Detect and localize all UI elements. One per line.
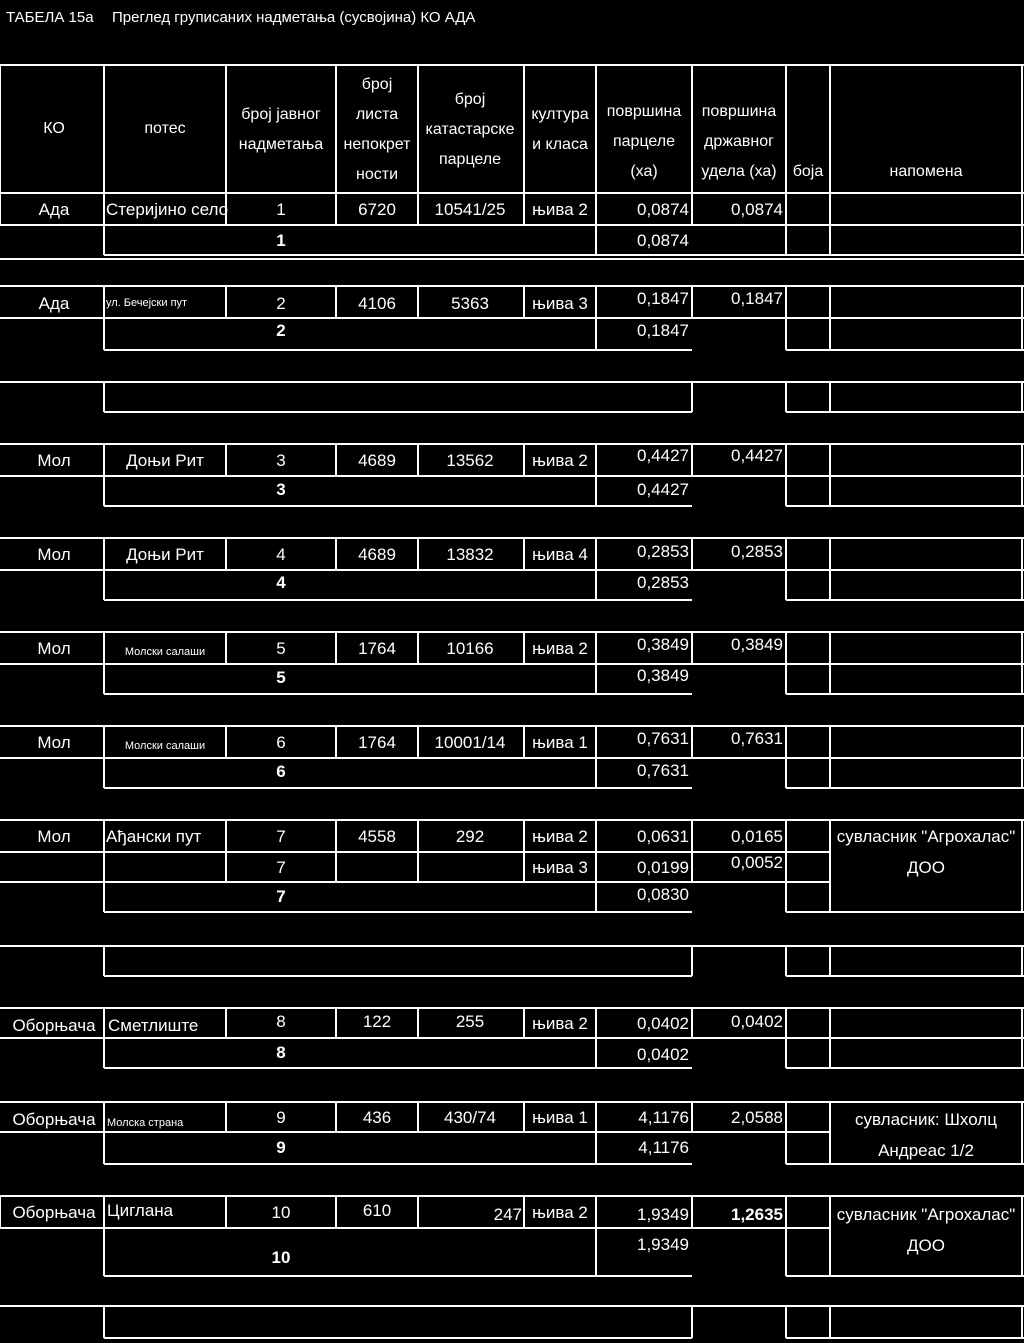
total-povrsina-cell: 0,4427: [637, 480, 689, 499]
broj-parcele-cell: 292: [455, 827, 485, 846]
drzavni-udeo-cell: 0,3849: [731, 635, 783, 654]
total-povrsina-cell: 1,9349: [637, 1235, 689, 1254]
ko-cell: Мол: [37, 733, 71, 752]
kultura-cell: њива 4: [532, 545, 588, 564]
broj-parcele-cell: 13562: [446, 451, 494, 470]
total-broj-cell: 7: [276, 887, 286, 906]
header-broj-lista-3: непокрет: [343, 136, 411, 153]
broj-javnog-cell: 10: [271, 1203, 291, 1222]
drzavni-udeo-cell: 2,0588: [731, 1108, 783, 1127]
broj-lista-cell: 1764: [358, 733, 396, 752]
total-povrsina-cell: 0,0830: [637, 885, 689, 904]
ko-cell: Мол: [37, 827, 71, 846]
povrsina-cell: 0,7631: [637, 729, 689, 748]
drzavni-udeo-cell: 0,1847: [731, 289, 783, 308]
broj-javnog-cell: 7: [276, 827, 286, 846]
povrsina-cell: 1,9349: [637, 1205, 689, 1224]
kultura-cell: њива 2: [532, 1203, 588, 1222]
napomena-cell: ДОО: [907, 858, 945, 877]
header-broj-parcele-2: катастарске: [425, 121, 515, 138]
total-povrsina-cell: 0,0874: [637, 231, 689, 250]
potes-cell: Молски салаши: [124, 740, 206, 752]
potes-cell: Ађански пут: [106, 827, 202, 846]
broj-lista-cell: 4689: [358, 545, 396, 564]
potes-cell: Сметлиште: [108, 1016, 199, 1035]
header-drzavni-3: удела (ха): [701, 163, 777, 180]
header-broj-javnog-1: број јавног: [241, 106, 321, 123]
header-drzavni-1: површина: [701, 103, 777, 120]
napomena-cell: сувласник "Агрохалас": [836, 827, 1016, 846]
povrsina-cell: 0,0402: [637, 1014, 689, 1033]
broj-parcele-cell: 10541/25: [434, 200, 506, 219]
header-povrsina-2: парцеле: [612, 133, 676, 150]
broj-lista-cell: 4558: [358, 827, 396, 846]
ko-cell: Мол: [37, 639, 71, 658]
potes-cell: Доњи Рит: [126, 545, 204, 564]
header-napomena: напомена: [889, 163, 963, 180]
ko-cell: Оборњача: [12, 1203, 96, 1222]
total-broj-cell: 10: [271, 1248, 291, 1267]
povrsina-cell: 0,0631: [637, 827, 689, 846]
broj-parcele-cell: 255: [455, 1012, 485, 1031]
napomena-cell: ДОО: [907, 1236, 945, 1255]
povrsina-cell: 0,4427: [637, 446, 689, 465]
kultura-cell: њива 2: [532, 451, 588, 470]
broj-lista-cell: 4106: [358, 294, 396, 313]
drzavni-udeo-cell: 0,4427: [731, 446, 783, 465]
broj-javnog-cell: 3: [276, 451, 286, 470]
broj-javnog-cell: 7: [276, 858, 286, 877]
total-povrsina-cell: 0,1847: [637, 321, 689, 340]
ko-cell: Мол: [37, 451, 71, 470]
drzavni-udeo-cell: 1,2635: [731, 1205, 783, 1224]
drzavni-udeo-cell: 0,2853: [731, 542, 783, 561]
total-povrsina-cell: 0,3849: [637, 666, 689, 685]
header-broj-lista-4: ности: [356, 166, 398, 183]
povrsina-cell: 0,2853: [637, 542, 689, 561]
broj-javnog-cell: 4: [276, 545, 286, 564]
header-povrsina-3: (ха): [630, 163, 658, 180]
broj-javnog-cell: 2: [276, 294, 286, 313]
potes-cell: Молска страна: [107, 1117, 184, 1129]
header-kultura-2: и класа: [532, 136, 588, 153]
table-label: ТАБЕЛА 15а: [6, 9, 94, 26]
total-broj-cell: 8: [276, 1043, 286, 1062]
potes-cell: Циглана: [107, 1201, 174, 1220]
napomena-cell: Андреас 1/2: [878, 1141, 974, 1160]
header-broj-parcele-1: број: [454, 91, 486, 108]
povrsina-cell: 0,0874: [637, 200, 689, 219]
header-broj-javnog-2: надметања: [238, 136, 324, 153]
broj-lista-cell: 436: [362, 1108, 392, 1127]
povrsina-cell: 0,0199: [637, 858, 689, 877]
drzavni-udeo-cell: 0,0165: [731, 827, 783, 846]
broj-javnog-cell: 9: [276, 1108, 286, 1127]
kultura-cell: њива 1: [532, 1108, 588, 1127]
header-kultura-1: култура: [531, 106, 589, 123]
kultura-cell: њива 1: [532, 733, 588, 752]
ko-cell: Оборњача: [12, 1110, 96, 1129]
kultura-cell: њива 3: [532, 858, 588, 877]
broj-lista-cell: 6720: [358, 200, 396, 219]
ko-cell: Мол: [37, 545, 71, 564]
header-broj-lista-2: листа: [355, 106, 399, 123]
total-broj-cell: 9: [276, 1138, 286, 1157]
kultura-cell: њива 2: [532, 1014, 588, 1033]
ko-cell: Ада: [38, 200, 70, 219]
kultura-cell: њива 3: [532, 294, 588, 313]
broj-lista-cell: 1764: [358, 639, 396, 658]
broj-javnog-cell: 1: [276, 200, 286, 219]
total-broj-cell: 4: [276, 573, 286, 592]
broj-parcele-cell: 13832: [446, 545, 494, 564]
broj-javnog-cell: 6: [276, 733, 286, 752]
broj-parcele-cell: 10001/14: [434, 733, 506, 752]
drzavni-udeo-cell: 0,0402: [731, 1012, 783, 1031]
povrsina-cell: 4,1176: [638, 1108, 689, 1127]
potes-cell: Стеријино село: [106, 200, 229, 219]
broj-parcele-cell: 247: [493, 1205, 522, 1224]
ko-cell: Ада: [38, 294, 70, 313]
broj-javnog-cell: 8: [276, 1012, 286, 1031]
kultura-cell: њива 2: [532, 200, 588, 219]
header-boja: боја: [792, 163, 824, 180]
table-title: Преглед груписаних надметања (сусвојина) КО АДА: [112, 9, 476, 26]
povrsina-cell: 0,3849: [637, 635, 689, 654]
kultura-cell: њива 2: [532, 639, 588, 658]
header-povrsina-1: површина: [606, 103, 682, 120]
napomena-cell: сувласник: Шхолц: [855, 1110, 997, 1129]
potes-cell: Доњи Рит: [126, 451, 204, 470]
total-broj-cell: 6: [276, 762, 286, 781]
total-broj-cell: 3: [276, 480, 286, 499]
drzavni-udeo-cell: 0,0874: [731, 200, 783, 219]
broj-lista-cell: 122: [362, 1012, 392, 1031]
potes-cell: Молски салаши: [124, 646, 206, 658]
ko-cell: Оборњача: [12, 1016, 96, 1035]
drzavni-udeo-cell: 0,7631: [731, 729, 783, 748]
total-povrsina-cell: 0,0402: [637, 1045, 689, 1064]
header-ko: КО: [43, 120, 65, 137]
napomena-cell: сувласник "Агрохалас": [836, 1205, 1016, 1224]
potes-cell: ул. Бечејски пут: [106, 297, 188, 309]
total-broj-cell: 1: [276, 231, 286, 250]
kultura-cell: њива 2: [532, 827, 588, 846]
broj-parcele-cell: 10166: [446, 639, 494, 658]
total-povrsina-cell: 4,1176: [638, 1138, 689, 1157]
broj-parcele-cell: 5363: [451, 294, 489, 313]
header-drzavni-2: државног: [704, 133, 774, 150]
total-broj-cell: 5: [276, 668, 286, 687]
broj-javnog-cell: 5: [276, 639, 286, 658]
total-broj-cell: 2: [276, 321, 286, 340]
header-broj-parcele-3: парцеле: [438, 151, 502, 168]
header-potes: потес: [144, 120, 186, 137]
broj-lista-cell: 4689: [358, 451, 396, 470]
total-povrsina-cell: 0,7631: [637, 761, 689, 780]
broj-lista-cell: 610: [362, 1201, 392, 1220]
broj-parcele-cell: 430/74: [444, 1108, 496, 1127]
povrsina-cell: 0,1847: [637, 289, 689, 308]
header-broj-lista-1: број: [361, 76, 393, 93]
drzavni-udeo-cell: 0,0052: [731, 853, 783, 872]
total-povrsina-cell: 0,2853: [637, 573, 689, 592]
